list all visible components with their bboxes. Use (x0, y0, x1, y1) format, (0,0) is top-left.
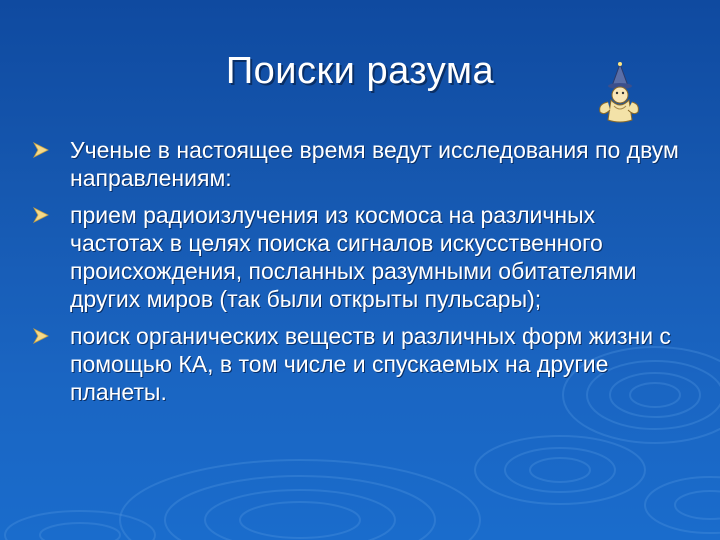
bullet-text: Ученые в настоящее время ведут исследования по двум направлениям: (70, 137, 679, 191)
bullet-text: поиск органических веществ и различных форм жизни с помощью КА, в том числе и спускаемых на другие планеты. (70, 323, 671, 405)
list-item (32, 136, 682, 192)
arrow-bullet-icon (32, 327, 50, 345)
slide-title: Поиски разума (225, 50, 495, 92)
list-item (32, 322, 682, 406)
bullet-list (32, 136, 682, 415)
bullet-text: прием радиоизлучения из космоса на различных частотах в целях поиска сигналов искусственного происхождения, посланных разумными обитателями других миров (так были открыты пульсары); (70, 202, 637, 312)
wizard-clipart-icon (594, 62, 642, 124)
list-item (32, 201, 682, 313)
arrow-bullet-icon (32, 206, 50, 224)
arrow-bullet-icon (32, 141, 50, 159)
